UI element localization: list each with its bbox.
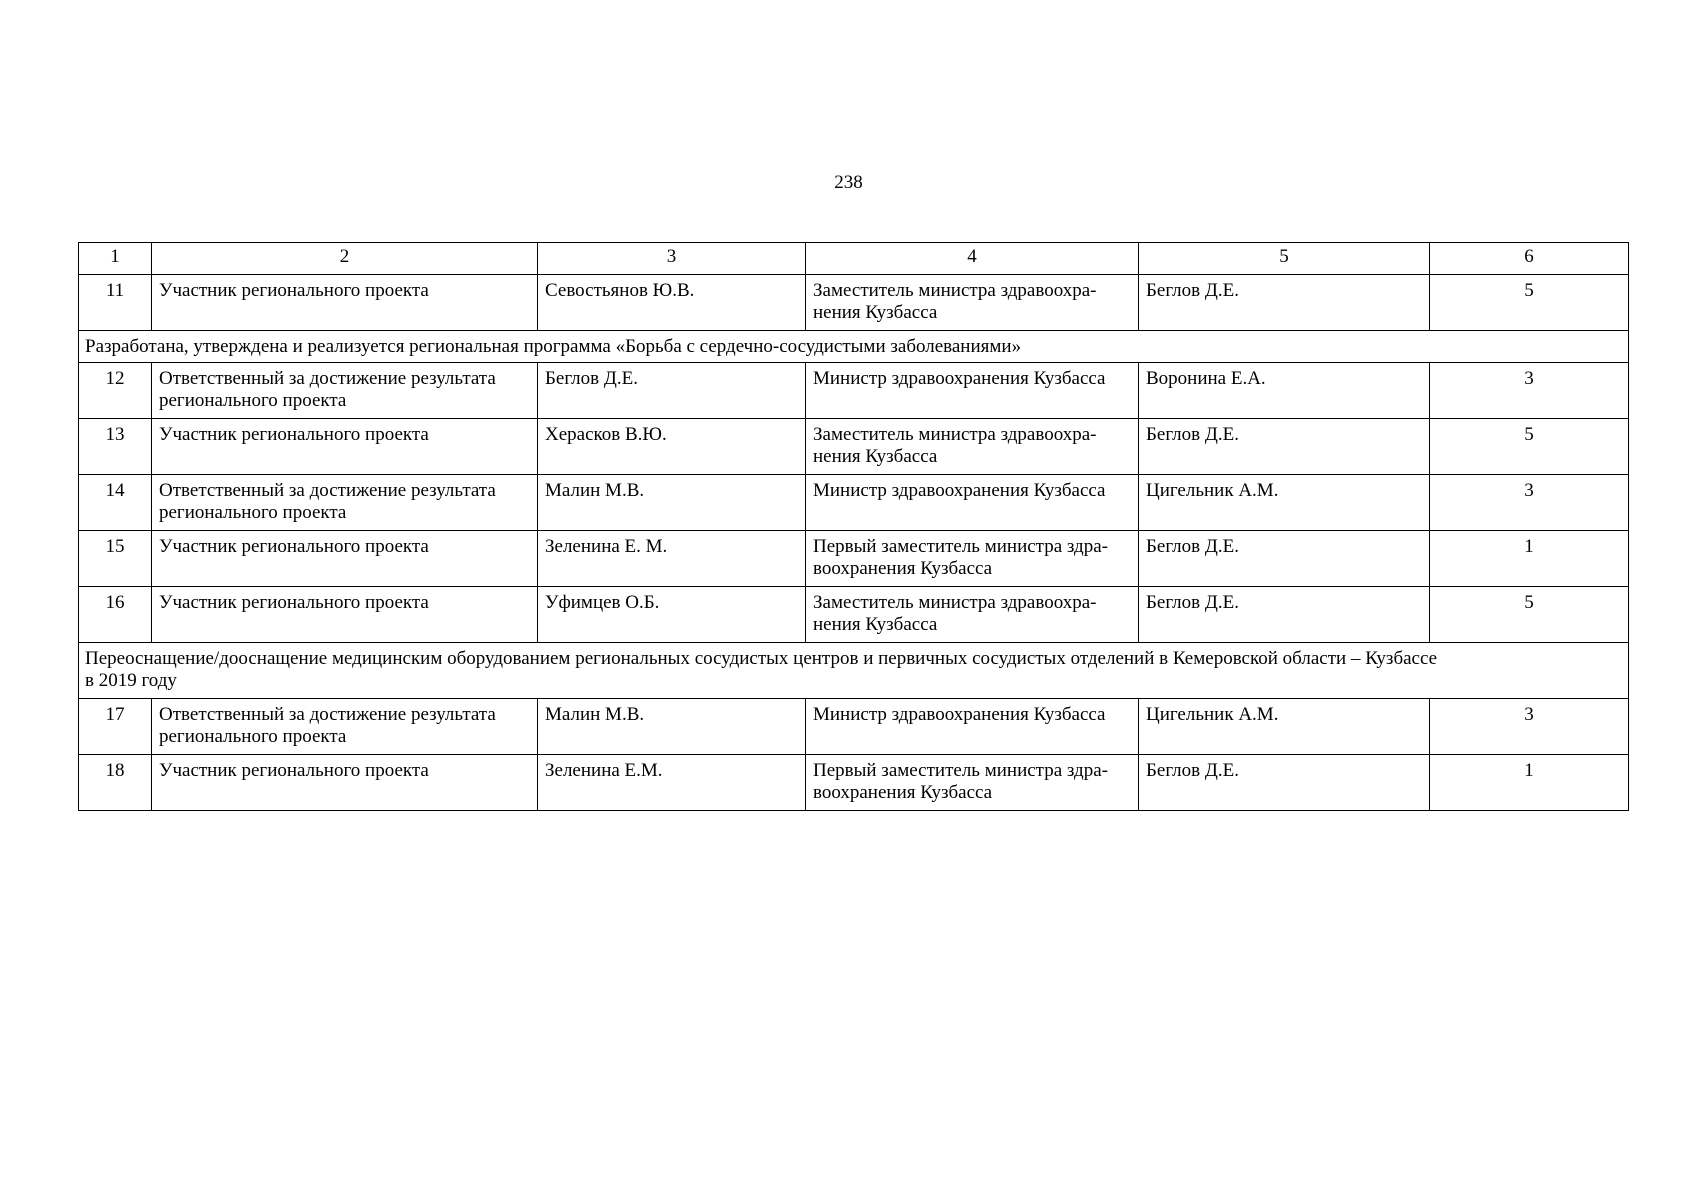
- person-cell: Малин М.В.: [538, 475, 806, 531]
- table-row: [79, 419, 1629, 475]
- section-row: [79, 331, 1629, 363]
- row-number: 13: [79, 419, 152, 475]
- rating-cell: 3: [1430, 475, 1629, 531]
- assignment-table: [78, 242, 1629, 811]
- rating-cell: 5: [1430, 587, 1629, 643]
- position-cell: Заместитель министра здравоохра- нения Кузбасса: [806, 419, 1139, 475]
- role-cell: Участник регионального проекта: [152, 755, 538, 811]
- role-cell: Участник регионального проекта: [152, 531, 538, 587]
- row-number: 14: [79, 475, 152, 531]
- row-number: 18: [79, 755, 152, 811]
- position-cell: Первый заместитель министра здра- воохранения Кузбасса: [806, 755, 1139, 811]
- rating-cell: 1: [1430, 755, 1629, 811]
- role-cell: Участник регионального проекта: [152, 275, 538, 331]
- page-number: 238: [834, 172, 863, 193]
- role-cell: Участник регионального проекта: [152, 419, 538, 475]
- column-header: 3: [538, 243, 806, 275]
- position-cell: Заместитель министра здравоохра- нения Кузбасса: [806, 587, 1139, 643]
- row-number: 16: [79, 587, 152, 643]
- table-row: [79, 531, 1629, 587]
- table-row: [79, 755, 1629, 811]
- column-header: 2: [152, 243, 538, 275]
- section-row: [79, 643, 1629, 699]
- supervisor-cell: Воронина Е.А.: [1139, 363, 1430, 419]
- table-row: [79, 587, 1629, 643]
- person-cell: Уфимцев О.Б.: [538, 587, 806, 643]
- supervisor-cell: Беглов Д.Е.: [1139, 275, 1430, 331]
- position-cell: Первый заместитель министра здра- воохранения Кузбасса: [806, 531, 1139, 587]
- rating-cell: 1: [1430, 531, 1629, 587]
- rating-cell: 3: [1430, 699, 1629, 755]
- rating-cell: 3: [1430, 363, 1629, 419]
- person-cell: Малин М.В.: [538, 699, 806, 755]
- table-row: [79, 363, 1629, 419]
- supervisor-cell: Цигельник А.М.: [1139, 699, 1430, 755]
- section-title: Разработана, утверждена и реализуется региональная программа «Борьба с сердечно-сосудистыми заболеваниями»: [79, 331, 1629, 363]
- table-row: [79, 275, 1629, 331]
- row-number: 11: [79, 275, 152, 331]
- position-cell: Министр здравоохранения Кузбасса: [806, 699, 1139, 755]
- supervisor-cell: Цигельник А.М.: [1139, 475, 1430, 531]
- person-cell: Херасков В.Ю.: [538, 419, 806, 475]
- table-row: [79, 699, 1629, 755]
- role-cell: Участник регионального проекта: [152, 587, 538, 643]
- role-cell: Ответственный за достижение результата регионального проекта: [152, 475, 538, 531]
- table-body: [79, 243, 1629, 811]
- column-header: 1: [79, 243, 152, 275]
- person-cell: Зеленина Е. М.: [538, 531, 806, 587]
- column-header: 6: [1430, 243, 1629, 275]
- role-cell: Ответственный за достижение результата регионального проекта: [152, 363, 538, 419]
- table-header-row: [79, 243, 1629, 275]
- row-number: 15: [79, 531, 152, 587]
- supervisor-cell: Беглов Д.Е.: [1139, 587, 1430, 643]
- person-cell: Зеленина Е.М.: [538, 755, 806, 811]
- position-cell: Министр здравоохранения Кузбасса: [806, 363, 1139, 419]
- person-cell: Севостьянов Ю.В.: [538, 275, 806, 331]
- supervisor-cell: Беглов Д.Е.: [1139, 419, 1430, 475]
- role-cell: Ответственный за достижение результата регионального проекта: [152, 699, 538, 755]
- column-header: 4: [806, 243, 1139, 275]
- person-cell: Беглов Д.Е.: [538, 363, 806, 419]
- supervisor-cell: Беглов Д.Е.: [1139, 755, 1430, 811]
- supervisor-cell: Беглов Д.Е.: [1139, 531, 1430, 587]
- rating-cell: 5: [1430, 419, 1629, 475]
- section-title: Переоснащение/дооснащение медицинским оборудованием региональных сосудистых центров и первичных сосудистых отделений в Кемеровской области – Кузбассе в 2019 году: [79, 643, 1629, 699]
- position-cell: Министр здравоохранения Кузбасса: [806, 475, 1139, 531]
- rating-cell: 5: [1430, 275, 1629, 331]
- position-cell: Заместитель министра здравоохра- нения Кузбасса: [806, 275, 1139, 331]
- column-header: 5: [1139, 243, 1430, 275]
- table-row: [79, 475, 1629, 531]
- row-number: 17: [79, 699, 152, 755]
- row-number: 12: [79, 363, 152, 419]
